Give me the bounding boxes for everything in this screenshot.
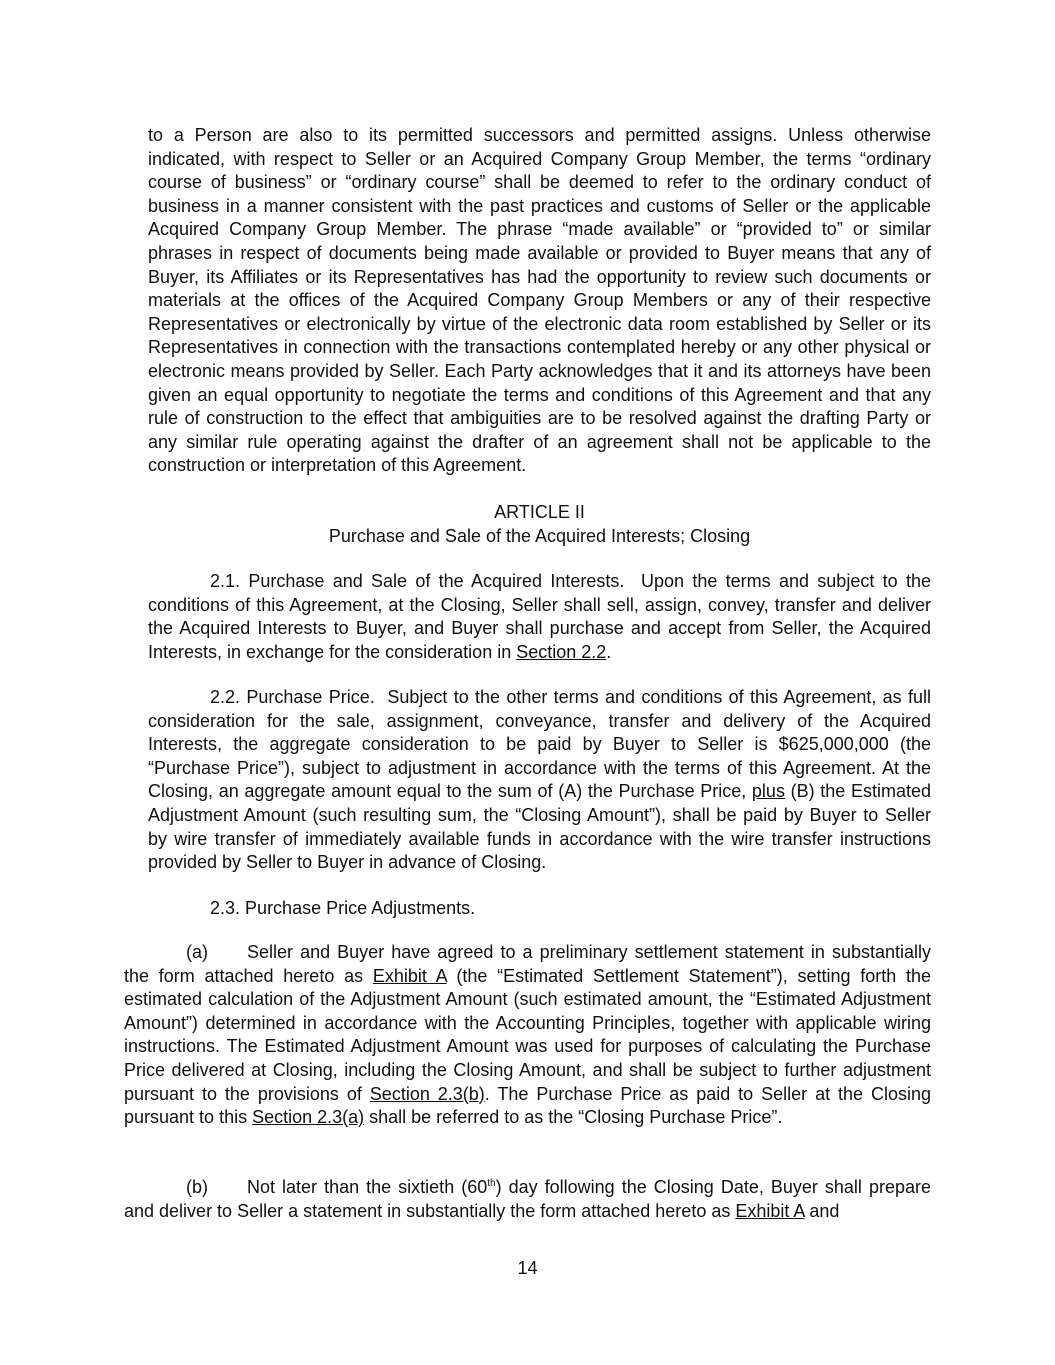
article-heading <box>148 501 931 548</box>
subsection-b-text-2: ) day following the Closing Date, Buyer shall prepare and deliver to Seller a statement in substantially the form attached hereto as <box>124 1177 931 1221</box>
article-title: Purchase and Sale of the Acquired Interests; Closing <box>328 525 751 546</box>
subsection-a-text-2: (the “Estimated Settlement Statement”), setting forth the estimated calculation of the Adjustment Amount (such estimated amount, the “Estimated Adjustment Amount”) determined in accordance with the Accounting Principles, together with applicable wiring instructions. The Estimated Adjustment Amount was used for purposes of calculating the Purchase Price delivered at Closing, including the Closing Amount, and shall be subject to further adjustment pursuant to the provisions of <box>124 965 931 1104</box>
subsection-a-text-1: Seller and Buyer have agreed to a preliminary settlement statement in substantially the form attached hereto as <box>124 942 931 986</box>
section-2-2-text-2: (B) the Estimated Adjustment Amount (such resulting sum, the “Closing Amount”), shall be paid by Buyer to Seller by wire transfer of immediately available funds in accordance with the wire transfer instructions provided by Seller to Buyer in advance of Closing. <box>148 781 931 873</box>
section-2-2-link[interactable]: Section 2.2 <box>516 641 607 662</box>
ordinal-suffix: th <box>487 1178 496 1189</box>
subsection-b-text-3: and <box>804 1200 840 1221</box>
section-2-3-a-link[interactable]: Section 2.3(a) <box>252 1107 365 1128</box>
article-number: ARTICLE II <box>494 502 585 522</box>
section-2-3-heading: Purchase Price Adjustments. <box>245 898 476 918</box>
section-2-2-number: 2.2. <box>210 687 241 707</box>
exhibit-a-link[interactable]: Exhibit A <box>735 1200 805 1221</box>
section-2-1-heading: Purchase and Sale of the Acquired Interests. <box>248 571 625 591</box>
section-2-3-b-link[interactable]: Section 2.3(b) <box>369 1083 485 1104</box>
section-2-1-end: . <box>606 641 612 662</box>
section-2-1-text: Upon the terms and subject to the conditions of this Agreement, at the Closing, Seller shall sell, assign, convey, transfer and deliver the Acquired Interests to Buyer, and Buyer shall purchase and accept from Seller, the Acquired Interests, in exchange for the consideration in <box>148 571 931 662</box>
subsection-a-text-4: shall be referred to as the “Closing Purchase Price”. <box>364 1107 783 1128</box>
subsection-a-text-3: . The Purchase Price as paid to Seller at the Closing pursuant to this <box>124 1083 931 1128</box>
subsection-a <box>124 941 931 1130</box>
section-2-1 <box>148 570 931 664</box>
page-number: 14 <box>517 1258 538 1278</box>
section-2-2-text-1: Subject to the other terms and conditions of this Agreement, as full consideration for the sale, assignment, conveyance, transfer and delivery of the Acquired Interests, the aggregate consideration to be paid by Buyer to Seller is $625,000,000 (the “Purchase Price”), subject to adjustment in accordance with the terms of this Agreement. At the Closing, an aggregate amount equal to the sum of (A) the Purchase Price, <box>148 687 931 802</box>
exhibit-a-link[interactable]: Exhibit A <box>372 965 447 986</box>
subsection-b <box>124 1176 931 1223</box>
subsection-a-label: (a) <box>186 942 208 962</box>
section-2-1-number: 2.1. <box>210 571 241 591</box>
plus-term: plus <box>751 781 785 802</box>
section-2-2-heading: Purchase Price. <box>246 687 375 707</box>
subsection-b-label: (b) <box>186 1177 208 1197</box>
section-2-2 <box>148 686 931 875</box>
section-2-3 <box>148 897 931 921</box>
section-2-3-number: 2.3. <box>210 898 241 918</box>
subsection-b-text-1: Not later than the sixtieth (60 <box>247 1177 488 1197</box>
intro-paragraph: to a Person are also to its permitted successors and permitted assigns. Unless otherwise indicated, with respect to Seller or an Acquired Company Group Member, the terms “ordinary course of business” or “ordinary course” shall be deemed to refer to the ordinary conduct of business in a manner consistent with the past practices and customs of Seller or the applicable Acquired Company Group Member. The phrase “made available” or “provided to” or similar phrases in respect of documents being made available or provided to Buyer means that any of Buyer, its Affiliates or its Representatives has had the opportunity to review such documents or materials at the offices of the Acquired Company Group Members or any of their respective Representatives or electronically by virtue of the electronic data room established by Seller or its Representatives in connection with the transactions contemplated hereby or any other physical or electronic means provided by Seller. Each Party acknowledges that it and its attorneys have been given an equal opportunity to negotiate the terms and conditions of this Agreement and that any rule of construction to the effect that ambiguities are to be resolved against the drafting Party or any similar rule operating against the drafter of an agreement shall not be applicable to the construction or interpretation of this Agreement. <box>148 125 931 476</box>
